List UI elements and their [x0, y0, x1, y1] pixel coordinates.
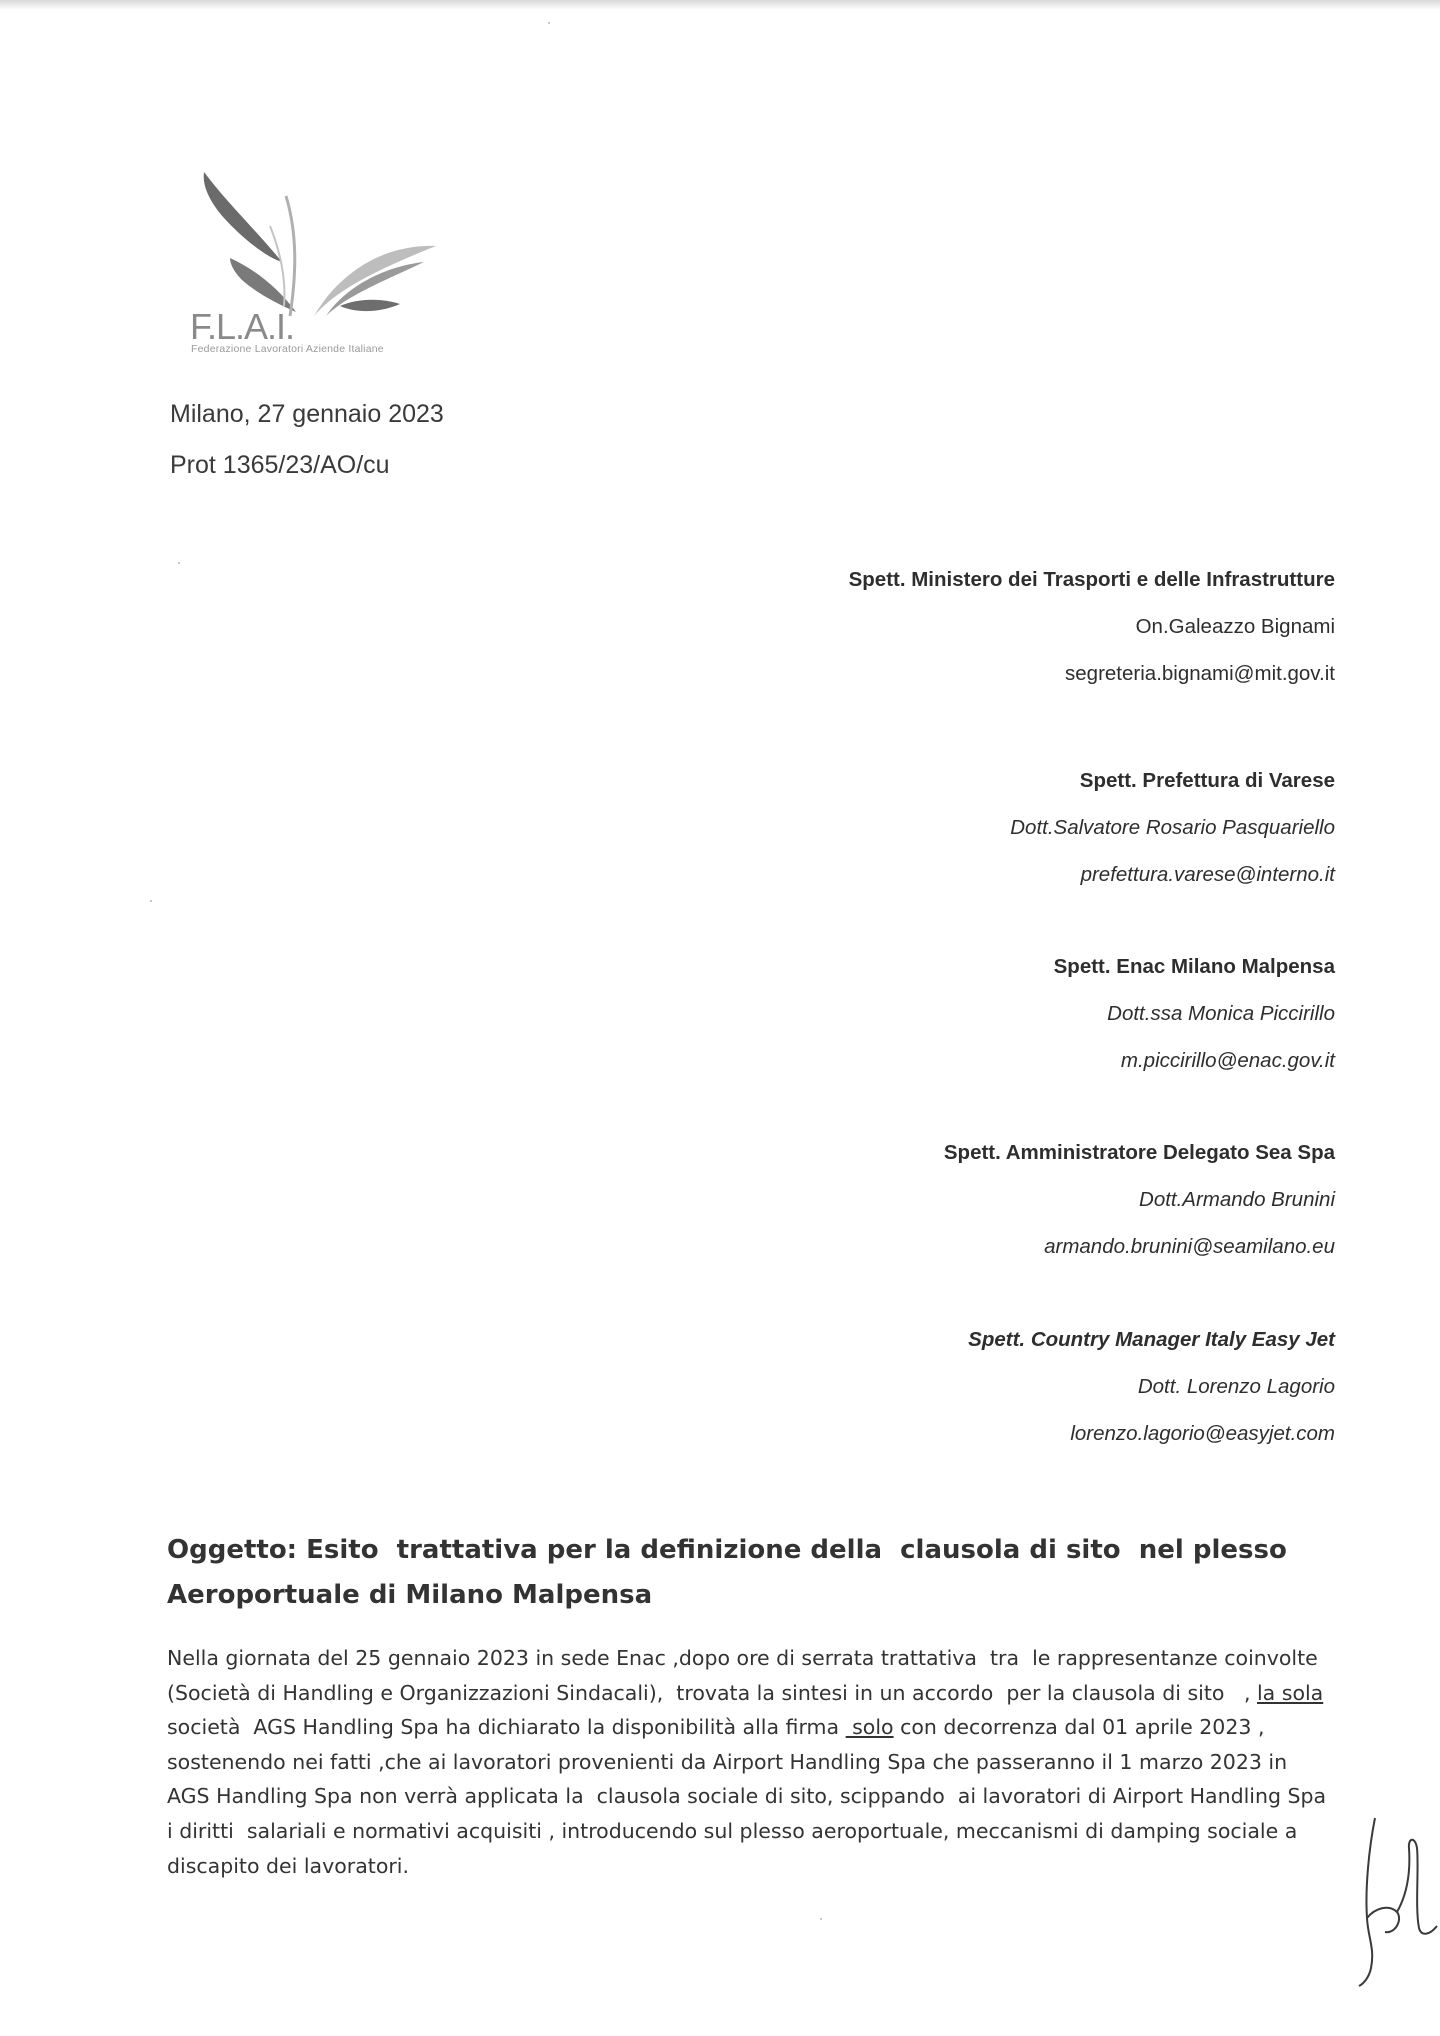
recipient-block-prefettura [1010, 757, 1335, 898]
body-text-segment: Nella giornata del 25 gennaio 2023 in sede Enac ,dopo ore di serrata trattativa tra le rappresentanze coinvolte (Società di Handling e Organizzazioni Sindacali), trovata la sintesi in un accordo per la clausola di sito , [167, 1646, 1325, 1705]
scan-speck [820, 1918, 822, 1920]
letter-body-paragraph [167, 1641, 1335, 1883]
recipient-email: armando.brunini@seamilano.eu [1044, 1235, 1335, 1258]
body-text-segment: società AGS Handling Spa ha dichiarato la disponibilità alla firma [167, 1680, 1330, 1740]
recipient-block-easyjet [968, 1316, 1335, 1457]
handwritten-initials-icon [1345, 1808, 1440, 1988]
logo-brand-text: F.L.A.I. [190, 306, 295, 347]
recipient-org: Spett. Enac Milano Malpensa [1053, 955, 1335, 978]
recipient-block-ministero [849, 556, 1335, 697]
recipient-org: Spett. Ministero dei Trasporti e delle Infrastrutture [848, 568, 1335, 591]
recipient-email: segreteria.bignami@mit.gov.it [1065, 662, 1335, 685]
protocol-number: Prot 1365/23/AO/cu [170, 451, 390, 479]
subject-line-1: Oggetto: Esito trattativa per la definizione della clausola di sito nel plesso [167, 1535, 1287, 1565]
recipient-org: Spett. Prefettura di Varese [1079, 769, 1335, 792]
recipient-block-sea [944, 1129, 1335, 1270]
recipient-person: Dott. Lorenzo Lagorio [1137, 1375, 1335, 1398]
logo-tagline: Federazione Lavoratori Aziende Italiane [191, 343, 384, 355]
recipient-email: prefettura.varese@interno.it [1080, 863, 1335, 886]
scan-speck [150, 900, 152, 902]
body-underlined-phrase: la sola [1256, 1680, 1324, 1705]
recipient-email: lorenzo.lagorio@easyjet.com [1070, 1422, 1335, 1445]
recipient-person: Dott.Salvatore Rosario Pasquariello [1010, 816, 1335, 839]
recipient-block-enac [1054, 943, 1335, 1084]
scan-speck [548, 22, 550, 24]
letter-subject [167, 1528, 1347, 1618]
recipient-person: On.Galeazzo Bignami [1135, 615, 1335, 638]
recipient-email: m.piccirillo@enac.gov.it [1120, 1049, 1335, 1072]
subject-line-2: Aeroportuale di Milano Malpensa [167, 1580, 653, 1610]
body-text-segment: con decorrenza dal 01 aprile 2023 , sostenendo nei fatti ,che ai lavoratori provenienti da Airport Handling Spa che passeranno il 1 marzo 2023 in AGS Handling Spa non verrà applicata la clausola sociale di sito, scippando ai lavoratori di Airport Handling Spa i diritti salariali e normativi acquisiti , introducendo sul plesso aeroportuale, meccanismi di damping sociale a discapito dei lavoratori. [167, 1715, 1333, 1878]
date-line: Milano, 27 gennaio 2023 [170, 400, 444, 428]
recipient-org: Spett. Amministratore Delegato Sea Spa [943, 1141, 1335, 1164]
scan-speck [178, 562, 180, 564]
recipient-person: Dott.ssa Monica Piccirillo [1107, 1002, 1335, 1025]
scan-top-edge [0, 0, 1440, 10]
recipient-person: Dott.Armando Brunini [1139, 1188, 1335, 1211]
body-underlined-phrase: solo [845, 1715, 894, 1740]
recipient-org: Spett. Country Manager Italy Easy Jet [968, 1328, 1335, 1351]
